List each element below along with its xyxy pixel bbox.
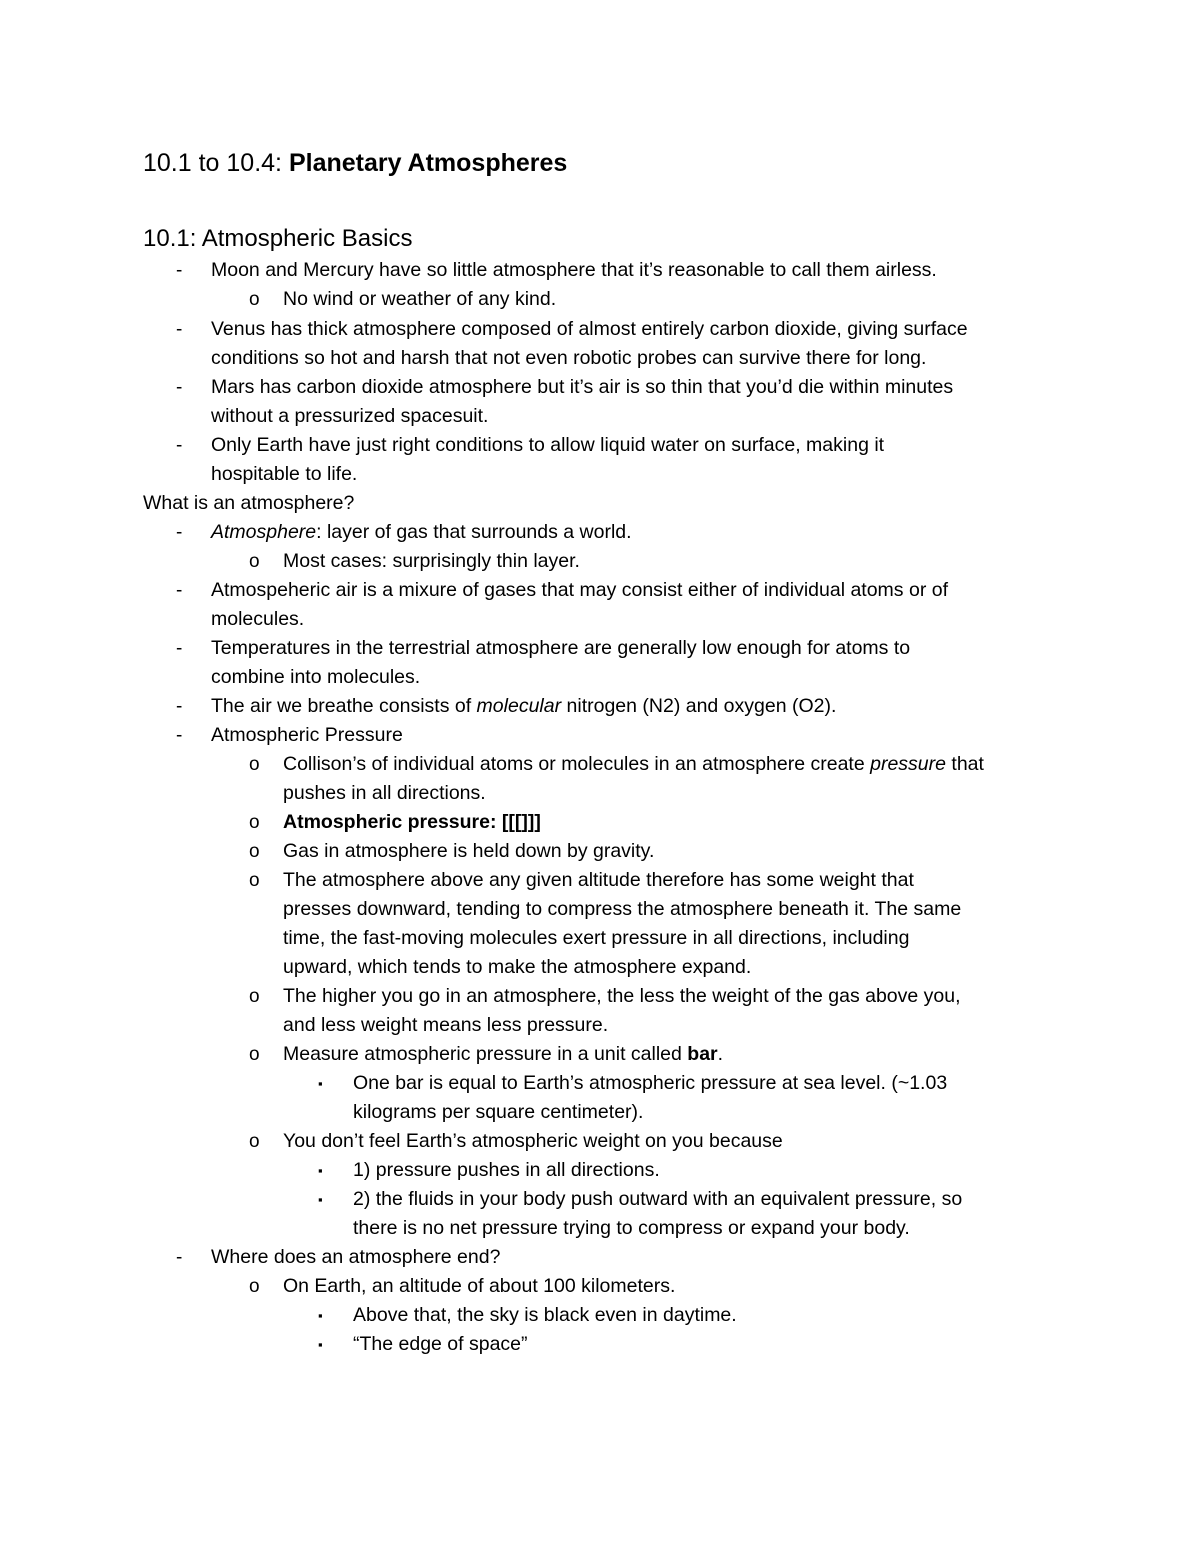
- bullet-text: Atmospeheric air is a mixure of gases that may consist either of individual atoms or of: [211, 579, 948, 601]
- sub-sub-bullet-text: Above that, the sky is black even in daytime.: [353, 1304, 737, 1326]
- bullet-text-cont: without a pressurized spacesuit.: [211, 405, 489, 427]
- sub-sub-bullet-text-cont: there is no net pressure trying to compress or expand your body.: [353, 1217, 910, 1239]
- bullet-text: Temperatures in the terrestrial atmosphere are generally low enough for atoms to: [211, 637, 911, 659]
- circle-marker: o: [249, 1131, 260, 1152]
- dash-marker: -: [176, 580, 183, 601]
- sub-sub-bullet-text: “The edge of space”: [353, 1333, 528, 1355]
- circle-marker: o: [249, 754, 260, 775]
- circle-marker: o: [249, 289, 260, 310]
- sub-bullet-text: No wind or weather of any kind.: [283, 288, 557, 310]
- bullet-text: Atmosphere: layer of gas that surrounds a world.: [211, 521, 632, 543]
- square-marker: ▪: [318, 1076, 323, 1091]
- circle-marker: o: [249, 551, 260, 572]
- circle-marker: o: [249, 1276, 260, 1297]
- dash-marker: -: [176, 319, 183, 340]
- circle-marker: o: [249, 1044, 260, 1065]
- bullet-text: Where does an atmosphere end?: [211, 1246, 501, 1268]
- sub-bullet-text: The higher you go in an atmosphere, the less the weight of the gas above you,: [283, 985, 961, 1007]
- square-marker: ▪: [318, 1192, 323, 1207]
- circle-marker: o: [249, 986, 260, 1007]
- bullet-text-cont: conditions so hot and harsh that not even robotic probes can survive there for long.: [211, 347, 927, 369]
- sub-sub-bullet-text: One bar is equal to Earth’s atmospheric pressure at sea level. (~1.03: [353, 1072, 948, 1094]
- term: Atmosphere: [211, 521, 317, 543]
- bullet-text-cont: hospitable to life.: [211, 463, 358, 485]
- dash-marker: -: [176, 377, 183, 398]
- dash-marker: -: [176, 522, 183, 543]
- sub-bullet-text: Gas in atmosphere is held down by gravity.: [283, 840, 655, 862]
- bullet-text: Venus has thick atmosphere composed of almost entirely carbon dioxide, giving surface: [211, 318, 968, 340]
- bullet-text: Only Earth have just right conditions to allow liquid water on surface, making it: [211, 434, 885, 456]
- sub-sub-bullet-text: 2) the fluids in your body push outward with an equivalent pressure, so: [353, 1188, 963, 1210]
- page-title: 10.1 to 10.4: Planetary Atmospheres: [143, 149, 568, 177]
- dash-marker: -: [176, 725, 183, 746]
- sub-bullet-text: Most cases: surprisingly thin layer.: [283, 550, 580, 572]
- sub-bullet-text: You don’t feel Earth’s atmospheric weight on you because: [283, 1130, 783, 1152]
- circle-marker: o: [249, 841, 260, 862]
- sub-bullet-text: On Earth, an altitude of about 100 kilometers.: [283, 1275, 676, 1297]
- bullet-text: The air we breathe consists of molecular nitrogen (N2) and oxygen (O2).: [211, 695, 837, 717]
- circle-marker: o: [249, 812, 260, 833]
- sub-bullet-text-cont: upward, which tends to make the atmosphere expand.: [283, 956, 752, 978]
- sub-bullet-text-cont: pushes in all directions.: [283, 782, 486, 804]
- placeholder-link: [[[]]]: [501, 811, 541, 833]
- bullet-text-cont: combine into molecules.: [211, 666, 421, 688]
- sub-bullet-text: Measure atmospheric pressure in a unit called bar.: [283, 1043, 724, 1065]
- dash-marker: -: [176, 1247, 183, 1268]
- dash-marker: -: [176, 260, 183, 281]
- square-marker: ▪: [318, 1308, 323, 1323]
- sub-bullet-text: The atmosphere above any given altitude therefore has some weight that: [283, 869, 914, 891]
- square-marker: ▪: [318, 1337, 323, 1352]
- bullet-text: Moon and Mercury have so little atmosphere that it’s reasonable to call them airless.: [211, 259, 937, 281]
- sub-sub-bullet-text: 1) pressure pushes in all directions.: [353, 1159, 660, 1181]
- sub-bullet-text: Atmospheric pressure: [[[]]]: [283, 811, 541, 833]
- sub-bullet-text-cont: presses downward, tending to compress the atmosphere beneath it. The same: [283, 898, 962, 920]
- dash-marker: -: [176, 435, 183, 456]
- section-heading: 10.1: Atmospheric Basics: [143, 225, 413, 252]
- square-marker: ▪: [318, 1163, 323, 1178]
- dash-marker: -: [176, 696, 183, 717]
- sub-bullet-text-cont: and less weight means less pressure.: [283, 1014, 609, 1036]
- sub-sub-bullet-text-cont: kilograms per square centimeter).: [353, 1101, 644, 1123]
- bullet-text: Mars has carbon dioxide atmosphere but it’s air is so thin that you’d die within minutes: [211, 376, 954, 398]
- dash-marker: -: [176, 638, 183, 659]
- sub-bullet-text-cont: time, the fast-moving molecules exert pressure in all directions, including: [283, 927, 910, 949]
- bullet-text: Atmospheric Pressure: [211, 724, 403, 746]
- circle-marker: o: [249, 870, 260, 891]
- question-heading: What is an atmosphere?: [143, 492, 355, 514]
- sub-bullet-text: Collison’s of individual atoms or molecules in an atmosphere create pressure that: [283, 753, 984, 775]
- bullet-text-cont: molecules.: [211, 608, 305, 630]
